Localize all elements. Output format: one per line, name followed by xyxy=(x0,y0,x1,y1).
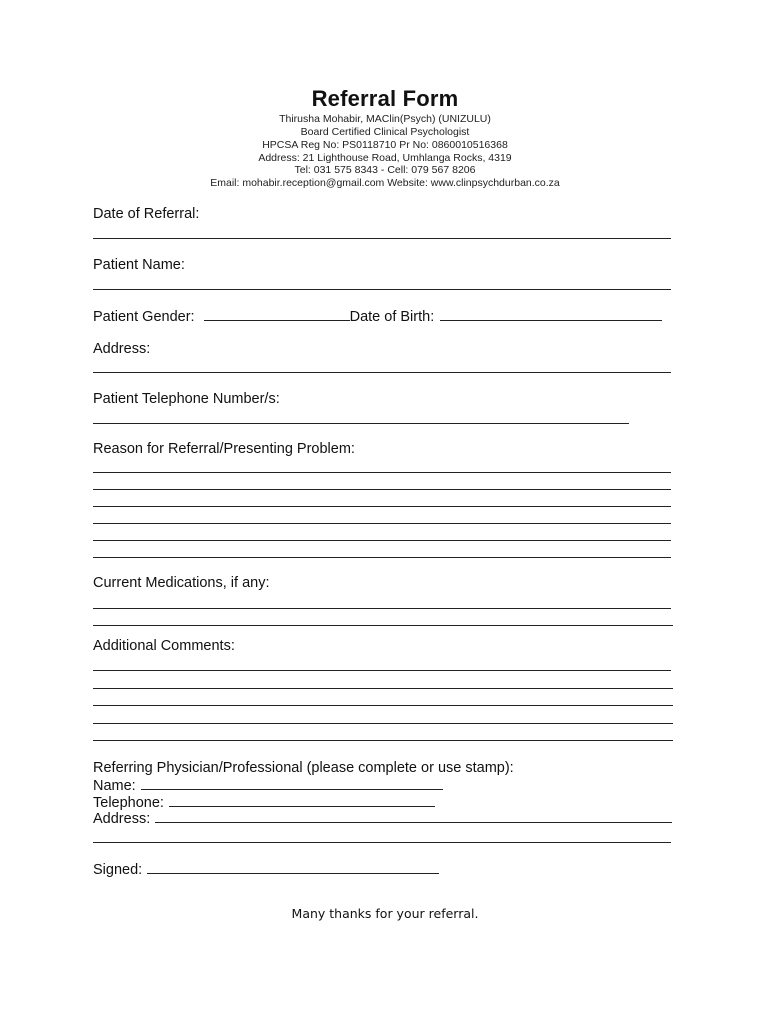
gender-dob-row xyxy=(93,307,662,325)
referrer-address-row xyxy=(93,809,672,827)
medications-line[interactable] xyxy=(93,608,671,609)
reason-line[interactable] xyxy=(93,506,671,507)
referrer-name-label: Name: xyxy=(93,778,136,794)
comments-line[interactable] xyxy=(93,670,671,671)
address-field[interactable] xyxy=(93,372,671,373)
header-address: Address: 21 Lighthouse Road, Umhlanga Rocks, 4319 xyxy=(258,152,512,164)
medications-line[interactable] xyxy=(93,625,673,626)
form-title: Referral Form xyxy=(311,86,459,111)
referrer-heading: Referring Physician/Professional (please complete or use stamp): xyxy=(93,760,514,776)
header-credentials: Board Certified Clinical Psychologist xyxy=(300,126,470,138)
patient-telephone-label: Patient Telephone Number/s: xyxy=(93,391,280,407)
patient-gender-field[interactable] xyxy=(204,307,350,321)
patient-gender-label: Patient Gender: xyxy=(93,309,195,325)
reason-label: Reason for Referral/Presenting Problem: xyxy=(93,441,355,457)
referrer-address-label: Address: xyxy=(93,811,151,827)
referrer-address-line[interactable] xyxy=(93,842,671,843)
referrer-telephone-field[interactable] xyxy=(169,793,435,807)
signature-field[interactable] xyxy=(147,860,439,874)
header-phone: Tel: 031 575 8343 - Cell: 079 567 8206 xyxy=(294,164,476,176)
date-of-birth-label: Date of Birth: xyxy=(349,309,435,325)
reason-line[interactable] xyxy=(93,523,671,524)
referrer-name-row xyxy=(93,776,443,794)
header-registration: HPCSA Reg No: PS0118710 Pr No: 0860010516368 xyxy=(262,139,508,151)
signed-row xyxy=(93,860,439,878)
reason-line[interactable] xyxy=(93,472,671,473)
comments-label: Additional Comments: xyxy=(93,638,235,654)
reason-line[interactable] xyxy=(93,540,671,541)
referrer-name-field[interactable] xyxy=(141,776,443,790)
comments-line[interactable] xyxy=(93,740,673,741)
comments-line[interactable] xyxy=(93,705,673,706)
header-email-website: Email: mohabir.reception@gmail.com Website: www.clinpsychdurban.co.za xyxy=(210,177,560,189)
address-label: Address: xyxy=(93,341,151,357)
date-of-referral-field[interactable] xyxy=(93,238,671,239)
referrer-telephone-label: Telephone: xyxy=(93,795,164,811)
thanks-note: Many thanks for your referral. xyxy=(291,906,479,921)
comments-line[interactable] xyxy=(93,688,673,689)
patient-name-label: Patient Name: xyxy=(93,257,185,273)
header-practitioner-name: Thirusha Mohabir, MAClin(Psych) (UNIZULU) xyxy=(279,113,491,125)
reason-line[interactable] xyxy=(93,489,671,490)
signed-label: Signed: xyxy=(93,862,143,878)
comments-line[interactable] xyxy=(93,723,673,724)
patient-telephone-field[interactable] xyxy=(93,423,629,424)
date-of-referral-label: Date of Referral: xyxy=(93,206,200,222)
date-of-birth-field[interactable] xyxy=(440,307,662,321)
reason-line[interactable] xyxy=(93,557,671,558)
medications-label: Current Medications, if any: xyxy=(93,575,270,591)
referrer-address-field[interactable] xyxy=(155,809,672,823)
patient-name-field[interactable] xyxy=(93,289,671,290)
